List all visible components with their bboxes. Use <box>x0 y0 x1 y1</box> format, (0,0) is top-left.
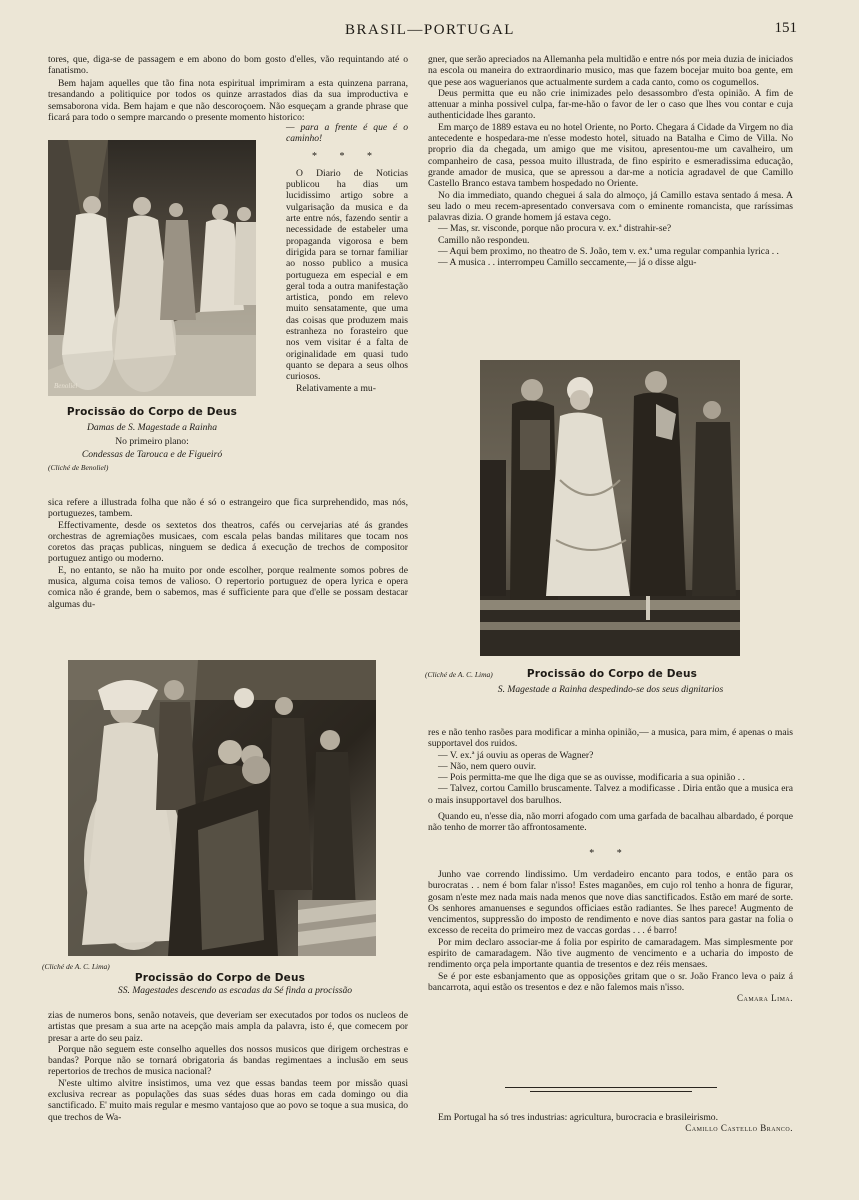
dialogue-line: — Não, nem quero ouvir. <box>438 760 537 772</box>
paragraph: sica refere a illustrada folha que não é só o estrangeiro que fica surprehendido, mas nós, portuguezes, tambem. <box>48 497 408 520</box>
right-column-bottom <box>428 727 793 1005</box>
left-column-middle <box>48 497 408 610</box>
paragraph: tores, que, diga-se de passagem e em abono do bom gosto d'elles, vão requintando até o fanatismo. <box>48 54 408 77</box>
paragraph: Porque não seguem este conselho aquelles dos nossos musicos que dirigem orchestras e bandas? Porque não se tornará obrigatoria ás bandas regimentaes a inclusão em seus repertorios de trechos de musica nacional? <box>48 1043 408 1078</box>
photo-signature: Benoliel <box>54 382 78 390</box>
photo-caption-subtitle: SS. Magestades descendo as escadas da Sé finda a procissão <box>117 985 353 996</box>
left-column-bottom <box>48 1010 408 1123</box>
photo-image <box>68 660 376 956</box>
paragraph: O Diario de Noticias publicou ha dias um lucidissimo artigo sobre a vulgarisação da musica e da arte entre nós, fazendo sentir a necessidade de estabeler uma propaganda vigorosa e bem dirigida para se tornar familiar ao nosso publico a musica portugueza em especial e em geral toda a outra manifestação artistica, pondo em relevo muito sensatamente, que uma das coisas que produzem mais estranheza no forasteiro que nos vem visitar é a falta de originalidade em quasi tudo quanto se depara a seus olhos curiosos. <box>286 167 408 383</box>
right-column-top <box>428 54 793 269</box>
separator-rule <box>530 1091 692 1092</box>
paragraph: Quando eu, n'esse dia, não morri afogado com uma garfada de bacalhau albardado, é porque não tenho de morrer tão affrontosamente. <box>428 811 793 834</box>
photo-procession-ladies <box>48 140 256 396</box>
dialogue-line: — V. ex.ª já ouviu as operas de Wagner? <box>438 749 594 761</box>
paragraph: N'este ultimo alvitre insistimos, uma vez que essas bandas teem por missão quasi exclusiva recrear as populações das suas sédes duas horas em cada domingo ou dia sanctificado. E' muito mais regular e mesmo vantajoso que ao povo se toque a sua musica, do que trechos de Wa- <box>48 1077 408 1123</box>
photo-credit: (Cliché de Benoliel) <box>48 463 109 472</box>
author-signature: Camara Lima. <box>736 993 793 1004</box>
paragraph: Por mim declaro associar-me á folia por espirito de camaradagem. Mas simplesmente por espirito de camaradagem. Não tive augmento de vencimento e a ucharia do imposto de rendimento orça pela importante quantia de tresentos e dez réis mensaes. <box>428 936 793 971</box>
paragraph: Bem hajam aquelles que tão fina nota espiritual imprimiram a esta quinzena parrana, tresandando a politiquice por todos os quinze arrastados dias da sua improductiva e semsaborona vida. Bem hajam e que não descoroçoem. Não esqueçam a grande phrase que ficará para todo o sempre marcando o presente momento historico: <box>48 78 408 122</box>
photo-credit: (Cliché de A. C. Lima) <box>425 670 493 679</box>
photo-caption-line: Damas de S. Magestade a Rainha <box>86 422 218 433</box>
page-number: 151 <box>774 20 797 36</box>
paragraph: zias de numeros bons, senão notaveis, que deveriam ser executados por todos os nucleos de artistas que presam a sua arte na acepção mais ampla da palavra, isto é, que comecem por presar a arte do seu paiz. <box>48 1010 408 1044</box>
paragraph: gner, que serão apreciados na Allemanha pela multidão e entre nós por meia duzia de iniciados na escola ou maneira do extraordinario musico, mas que fazem bocejar muito boa gente, em que pese aos waguerianos que actualmente surdem a cada canto, como os cogumellos. <box>428 54 793 88</box>
photo-caption-line: Condessas de Tarouca e de Figueiró <box>81 449 223 460</box>
dialogue-line: — A musica . . interrompeu Camillo seccamente,— já o disse algu- <box>438 257 697 269</box>
dialogue-line: — Pois permitta-me que lhe diga que se as ouvisse, modificaria a sua opinião . . <box>438 772 745 784</box>
photo-caption-title: Procissão do Corpo de Deus <box>526 668 698 680</box>
photo-queen-farewell <box>480 360 740 656</box>
right-column-epigraph <box>428 1112 793 1135</box>
photo-majesties-descending <box>68 660 376 956</box>
paragraph: Junho vae correndo lindissimo. Um verdadeiro encanto para todos, e então para os burocratas . . nem é bom falar n'isso! Estes maganões, em cujo rol tenho a honra de figurar, gosam n'este mez nada mais nada menos que nove dias sanctificados. Estão em maré de sorte. Os senhores amanuenses e segundos officiaes estão radiantes. Se lhes parece! Augmento de vencimentos, suppressão do imposto de rendimento e nove dias santos para gastar na folia o excesso de receita do primeiro mez de vaccas gordas . . . é barro! <box>428 868 793 937</box>
paragraph: Relativamente a mu- <box>296 382 376 394</box>
paragraph: Effectivamente, desde os sextetos dos theatros, cafés ou cervejarias até ás grandes orchestras de agremiações musicaes, com escala pelas bandas militares que tocam nos coretos das praças publicas, ninguem se dedica á execução de trechos de compositor portuguez antigo ou moderno. <box>48 519 408 565</box>
narrow-column <box>286 122 408 394</box>
photo-image <box>480 360 740 656</box>
paragraph: Deus permitta que eu não crie inimizades pelo desassombro d'esta opinião. A fim de attenuar a minha possivel culpa, far-me-hão o favor de ler o caso que lhes vou contar e cuja authenticidade lhes garanto. <box>428 87 793 122</box>
photo-caption-title: Procissão do Corpo de Deus <box>134 972 306 984</box>
left-column-bem-hajam-wide <box>48 78 408 122</box>
separator-rule <box>505 1087 717 1088</box>
section-stars: * * * <box>312 150 382 162</box>
paragraph: Em março de 1889 estava eu no hotel Oriente, no Porto. Chegara á Cidade da Virgem no dia antecedente e hospedara-me n'esse modesto hotel, situado na Batalha e Cimo de Villa. No proprio dia da chegada, um amigo que me visitou, apresentou-me um cavalheiro, um companheiro de casa, pessoa muito illustrada, de fino espirito e esmeradissima educação, grande amador de musica, que se apressou a dar-me a noticia agradavel de que Camillo Castello Branco estava tambem hospedado no Oriente. <box>428 121 793 190</box>
paragraph: Se é por este esbanjamento que as opposições gritam que o sr. João Franco leva o paiz á bancarrota, aqui estão os tresentos e dez e não falemos mais n'isso. <box>428 970 793 993</box>
dialogue-line: Camillo não respondeu. <box>438 234 530 246</box>
photo-credit: (Cliché de A. C. Lima) <box>42 962 110 971</box>
dialogue-line: — Mas, sr. visconde, porque não procura v. ex.ª distrahir-se? <box>438 223 672 235</box>
paragraph: E, no entanto, se não ha muito por onde escolher, porque realmente somos pobres de musica, alguma coisa temos de valioso. O repertorio portuguez de opera lyrica e opera comica não é grande, bem o sabemos, mas é sufficiente para que d'elle se possam destacar algumas du- <box>48 564 408 610</box>
photo-caption-subtitle: S. Magestade a Rainha despedindo-se dos seus dignitarios <box>497 684 724 695</box>
quote: — para a frente é que é o caminho! <box>286 122 408 145</box>
author-signature: Camillo Castello Branco. <box>685 1123 793 1134</box>
photo-caption-line: No primeiro plano: <box>115 436 189 447</box>
running-title: BRASIL—PORTUGAL <box>345 22 515 38</box>
dialogue-line: — Talvez, cortou Camillo bruscamente. Talvez a modificasse . Diria então que a musica era o mais insupportavel dos barulhos. <box>428 783 793 806</box>
page-header <box>0 20 859 44</box>
photo-caption-title: Procissão do Corpo de Deus <box>66 406 238 418</box>
left-column-top <box>48 54 408 77</box>
photo-image <box>48 140 256 396</box>
paragraph: No dia immediato, quando cheguei á sala do almoço, já Camillo estava sentado á mesa. A seu lado o meu recem-apresentado conversava com o eminente romancista, que raríssimas palavras dizia. O grande homem já estava cego. <box>428 189 793 224</box>
section-stars: * * <box>589 847 632 859</box>
dialogue-line: — Aqui bem proximo, no theatro de S. João, tem v. ex.ª uma regular companhia lyrica . . <box>438 246 779 258</box>
paragraph: Em Portugal ha só tres industrias: agricultura, burocracia e brasileirismo. <box>438 1112 719 1123</box>
paragraph: res e não tenho rasões para modificar a minha opinião,— a musica, para mim, é apenas o mais supportavel dos ruidos. <box>428 727 793 750</box>
